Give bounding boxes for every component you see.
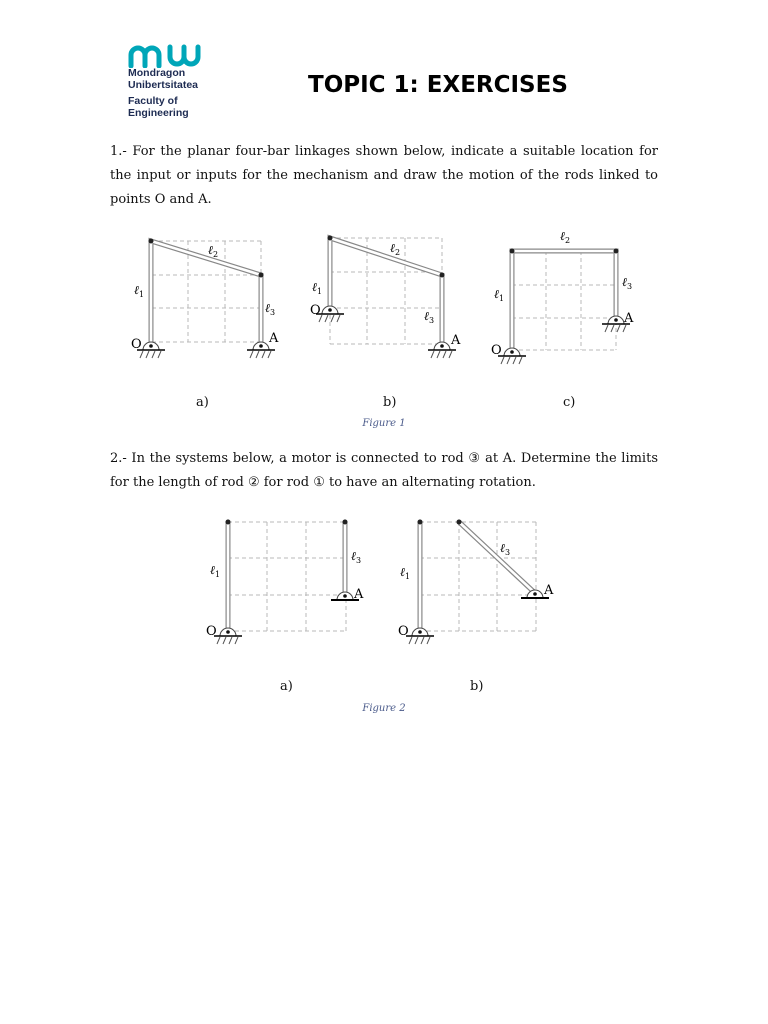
exercise-1-text: 1.- For the planar four-bar linkages shown below, indicate a suitable location for the input or inputs for the mechanism and draw the motion of the rods linked to points O and A. — [110, 144, 658, 207]
svg-text:ℓ3: ℓ$_3$ — [265, 301, 276, 317]
point-o-label: O — [131, 337, 142, 352]
university-logo — [128, 44, 228, 119]
svg-text:ℓ3: ℓ$_3$ — [622, 275, 633, 291]
exercise-2-text: 2.- In the systems below, a motor is connected to rod ③ at A. Determine the limits for the length of rod ② for rod ① to have an alternating rotation. — [110, 451, 658, 490]
svg-text:ℓ2: ℓ$_2$ — [208, 243, 219, 259]
figure-2a-label: a) — [280, 679, 293, 694]
logo-org-line2: Unibertsitatea — [128, 78, 199, 91]
svg-text:ℓ2: ℓ$_2$ — [560, 229, 571, 245]
figure-1a-diagram — [128, 228, 288, 368]
point-o-label: O — [310, 303, 321, 318]
logo-org-line1: Mondragon — [128, 67, 186, 79]
svg-text:ℓ1: ℓ$_1$ — [400, 565, 411, 581]
svg-text:ℓ1: ℓ$_1$ — [312, 280, 323, 296]
svg-text:ℓ1: ℓ$_1$ — [210, 563, 221, 579]
svg-text:ℓ3: ℓ$_3$ — [500, 541, 511, 557]
figure-2b-label: b) — [470, 679, 484, 694]
figure-2-caption: Figure 2 — [362, 703, 406, 714]
svg-text:ℓ1: ℓ$_1$ — [134, 283, 145, 299]
point-a-label: A — [451, 333, 461, 348]
svg-text:ℓ2: ℓ$_2$ — [390, 241, 401, 257]
logo-faculty-line2: Engineering — [128, 106, 189, 119]
point-o-label: O — [206, 624, 217, 639]
page-title: TOPIC 1: EXERCISES — [308, 72, 568, 98]
svg-text:ℓ1: ℓ$_1$ — [494, 287, 505, 303]
figure-1c-diagram — [488, 228, 648, 373]
point-a-label: A — [269, 331, 279, 346]
point-a-label: A — [624, 311, 634, 326]
figure-1c-label: c) — [563, 395, 576, 410]
figure-2a-diagram — [200, 508, 380, 650]
figure-1-caption: Figure 1 — [362, 418, 406, 429]
logo-faculty-line1: Faculty of — [128, 95, 178, 107]
logo-mark-icon — [128, 44, 210, 68]
point-o-label: O — [398, 624, 409, 639]
point-a-label: A — [544, 583, 554, 598]
figure-1b-diagram — [306, 228, 476, 368]
figure-1b-label: b) — [383, 395, 397, 410]
svg-text:ℓ3: ℓ$_3$ — [424, 309, 435, 325]
svg-text:ℓ3: ℓ$_3$ — [351, 549, 362, 565]
point-a-label: A — [354, 587, 364, 602]
figure-2b-diagram — [392, 508, 572, 650]
point-o-label: O — [491, 343, 502, 358]
figure-1a-label: a) — [196, 395, 209, 410]
